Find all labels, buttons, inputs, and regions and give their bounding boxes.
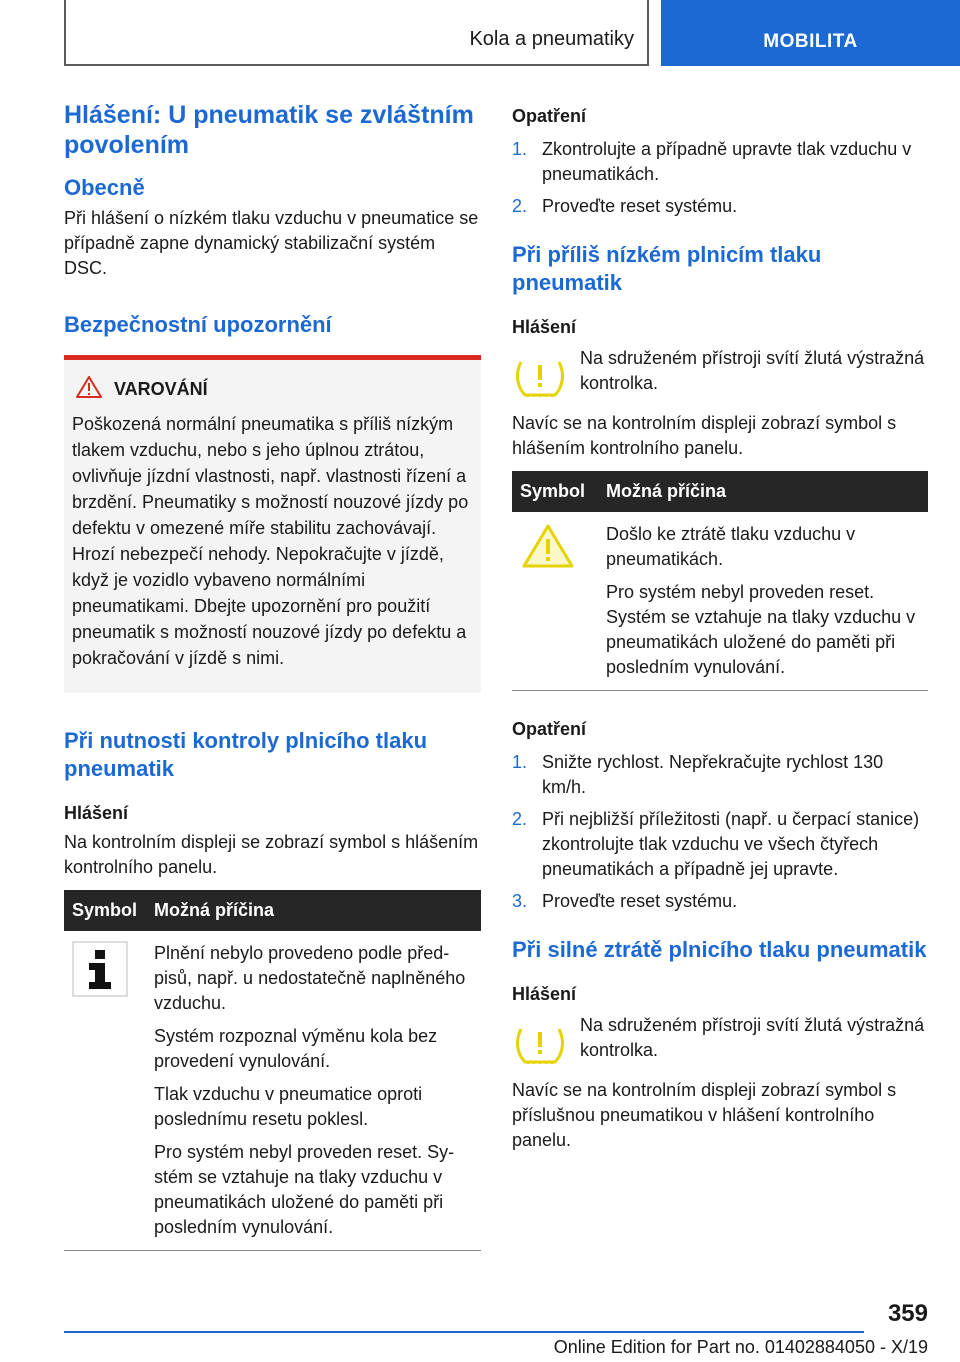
right-column (512, 104, 928, 1153)
step-number: 1. (512, 139, 528, 159)
general-text: Při hlášení o nízkém tlaku vzduchu v pneumatice se případně zapne dynamický stabilizační systém DSC. (64, 208, 479, 278)
step-number: 2. (512, 809, 528, 829)
message-label: Hlášení (64, 803, 129, 823)
cause-text: Pro systém nebyl proveden reset. Systém se vztahuje na tlaky vzduchu v pneumatikách uložené do paměti při posledním vynulování. (606, 582, 916, 677)
measures-label: Opatření (512, 719, 587, 739)
cause-table-left (64, 890, 481, 1251)
cluster-indicator-row (512, 346, 928, 403)
page-number: 359 (887, 1300, 928, 1327)
warning-title (72, 376, 473, 403)
warning-text: Poškozená normální pneumatika s příliš nízkým tlakem vzduchu, nebo s jeho úplnou ztrátou, ovlivňuje jízdní vlastnosti, např. vlastnosti řízení a brzdění. Pneumatiky s možností nouzové jízdy po defektu v omezené míře stabilitu zachovávají. Hrozí nebezpečí nehody. Nepokračujte v jízdě, když je vozidlo vybaveno normálními pneumatikami. Dbejte upozornění pro použití pneumatik s možností nouzové jízdy po defektu a pokračování v jízdě s nimi. (72, 414, 469, 668)
safety-heading: Bezpečnostní upozornění (64, 312, 332, 337)
message-label: Hlášení (512, 317, 577, 337)
warning-triangle-icon (520, 554, 576, 574)
header-left-rule (64, 0, 66, 66)
info-icon (72, 981, 128, 1001)
col-symbol-header: Symbol (512, 471, 598, 512)
step-text: Snižte rychlost. Nepřekračujte rychlost 130 km/h. (542, 752, 884, 797)
table-row (512, 512, 928, 691)
warning-label: VAROVÁNÍ (114, 379, 208, 399)
cluster-indicator-row (512, 1013, 928, 1070)
step-text: Zkontrolujte a případně upravte tlak vzduchu v pneumatikách. (542, 139, 912, 184)
display-text: Navíc se na kontrolním displeji zobrazí symbol s příslušnou pneumatikou v hlášení kontrolního panelu. (512, 1080, 897, 1150)
tire-pressure-warning-icon (512, 1025, 568, 1070)
steps-list-2 (512, 750, 928, 914)
list-item (512, 137, 928, 187)
header-bottom-rule (64, 64, 648, 66)
symbol-cell (64, 931, 146, 1251)
warning-box (64, 355, 481, 693)
warning-triangle-icon (76, 376, 102, 403)
cluster-text: Na sdruženém přístroji svítí žlutá výstražná kontrolka. (580, 348, 925, 393)
steps-list-1 (512, 137, 928, 219)
general-heading: Obecně (64, 175, 145, 200)
col-cause-header: Možná příčina (146, 890, 481, 931)
table-row (64, 931, 481, 1251)
header-divider (647, 0, 649, 66)
cluster-text: Na sdruženém přístroji svítí žlutá výstražná kontrolka. (580, 1015, 925, 1060)
cause-text: Tlak vzduchu v pneumatice oproti poslednímu resetu poklesl. (154, 1084, 423, 1129)
symbol-cell (512, 512, 598, 691)
chapter-title: Kola a pneumatiky (469, 28, 634, 50)
footer-rule (64, 1331, 864, 1333)
cause-text: Systém rozpoznal výměnu kola bez provedení vynulování. (154, 1026, 438, 1071)
step-text: Proveďte reset systému. (542, 196, 738, 216)
step-number: 2. (512, 196, 528, 216)
cause-cell (598, 512, 928, 691)
message-text: Na kontrolním displeji se zobrazí symbol s hlášením kontrolního panelu. (64, 832, 479, 877)
measures-label: Opatření (512, 106, 587, 126)
cause-cell (146, 931, 481, 1251)
cause-text: Pro systém nebyl proveden reset. Systém se vztahuje na tlaky vzduchu v pneumatikách uložené do paměti při posledním vynulování. (154, 1142, 455, 1237)
edition-text: Online Edition for Part no. 01402884050 - X/19 (553, 1337, 928, 1357)
tire-pressure-warning-icon (512, 358, 568, 403)
list-item (512, 750, 928, 800)
step-text: Při nejbližší příležitosti (např. u čerpací stanice) zkontrolujte tlak vzduchu ve všech čtyřech pneumatikách a případně jej upravte. (542, 809, 920, 879)
step-number: 1. (512, 752, 528, 772)
low-pressure-heading: Při příliš nízkém plnicím tlaku pneumatik (512, 242, 822, 295)
step-text: Proveďte reset systému. (542, 891, 738, 911)
list-item (512, 889, 928, 914)
page-title: Hlášení: U pneumatik se zvláštním povolením (64, 101, 474, 159)
cause-text: Došlo ke ztrátě tlaku vzduchu v pneumatikách. (606, 524, 856, 569)
check-heading: Při nutnosti kontroly plnicího tlaku pneumatik (64, 728, 428, 781)
message-label: Hlášení (512, 984, 577, 1004)
section-tab[interactable]: MOBILITA (661, 0, 960, 66)
col-cause-header: Možná příčina (598, 471, 928, 512)
list-item (512, 194, 928, 219)
cause-text: Plnění nebylo provedeno podle předpisů, např. u nedostatečně naplněného vzduchu. (154, 943, 466, 1013)
left-column (64, 100, 481, 1251)
cause-table-right (512, 471, 928, 691)
display-text: Navíc se na kontrolním displeji zobrazí symbol s hlášením kontrolního panelu. (512, 413, 897, 458)
step-number: 3. (512, 891, 528, 911)
strong-loss-heading: Při silné ztrátě plnicího tlaku pneumatik (512, 937, 927, 962)
col-symbol-header: Symbol (64, 890, 146, 931)
list-item (512, 807, 928, 882)
